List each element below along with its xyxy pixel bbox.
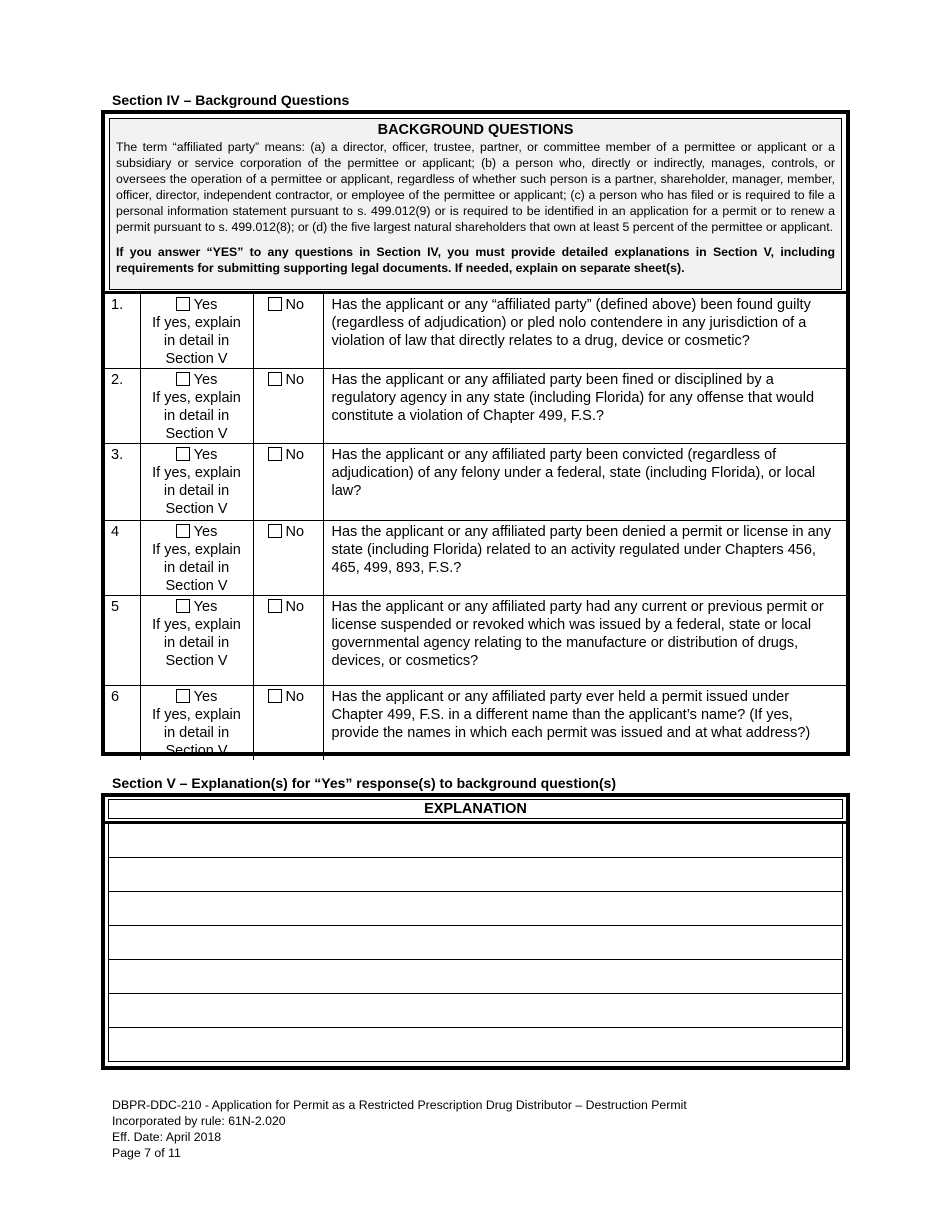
question-row-5 [105,596,846,686]
yes-cell [140,521,253,596]
page-number: Page 7 of 11 [112,1146,181,1160]
rule-reference: Incorporated by rule: 61N-2.020 [112,1114,286,1128]
no-cell [253,444,323,521]
yes-hint: If yes, explain [152,542,241,558]
background-questions-title: BACKGROUND QUESTIONS [377,122,574,138]
explanation-frame [101,793,850,1070]
effective-date: Eff. Date: April 2018 [112,1130,222,1144]
explanation-line-3[interactable] [108,892,843,926]
yes-label: Yes [193,689,218,705]
explanation-line-7[interactable] [108,1028,843,1062]
question-text: Has the applicant or any “affiliated party” (defined above) been found guilty (regardless of adjudication) or pled nolo contendere in any jurisdiction of a violation of law that directly relates to a drug, device or cosmetic? [323,294,846,369]
explanation-line-6[interactable] [108,994,843,1028]
yes-hint: If yes, explain [152,315,241,331]
no-cell [253,521,323,596]
page-footer [112,1097,687,1161]
no-cell [253,686,323,761]
yes-hint: in detail in [163,483,230,499]
yes-hint: If yes, explain [152,465,241,481]
yes-hint: in detail in [163,635,230,651]
no-label: No [285,447,305,463]
question-number: 6 [105,686,140,761]
question-number: 2. [105,369,140,444]
question-number: 5 [105,596,140,686]
no-checkbox[interactable] [268,524,282,538]
no-label: No [285,689,305,705]
yes-hint: in detail in [163,560,230,576]
yes-answer-instruction: If you answer “YES” to any questions in Section IV, you must provide detailed explanations in Section V, including requirements for submitting supporting legal documents. If needed, explain on separate sheet(s). [116,245,835,275]
question-row-2 [105,369,846,444]
background-questions-table [105,294,846,760]
no-cell [253,596,323,686]
explanation-lines [108,824,843,1062]
no-checkbox[interactable] [268,297,282,311]
yes-hint: in detail in [163,408,230,424]
form-title: DBPR-DDC-210 - Application for Permit as a Restricted Prescription Drug Distributor – Destruction Permit [112,1098,687,1112]
no-cell [253,369,323,444]
yes-hint: in detail in [163,333,230,349]
no-checkbox[interactable] [268,372,282,386]
yes-cell [140,596,253,686]
explanation-line-1[interactable] [108,824,843,858]
no-checkbox[interactable] [268,689,282,703]
no-label: No [285,599,305,615]
yes-hint: Section V [165,501,228,517]
yes-cell [140,686,253,761]
explanation-title: EXPLANATION [108,799,843,819]
yes-checkbox[interactable] [176,297,190,311]
background-questions-frame [101,110,850,759]
question-row-1 [105,294,846,369]
question-number: 4 [105,521,140,596]
no-checkbox[interactable] [268,599,282,613]
yes-label: Yes [193,372,218,388]
yes-checkbox[interactable] [176,447,190,461]
yes-checkbox[interactable] [176,372,190,386]
yes-cell [140,369,253,444]
yes-hint: Section V [165,426,228,442]
yes-label: Yes [193,297,218,313]
no-checkbox[interactable] [268,447,282,461]
no-cell [253,294,323,369]
explanation-line-5[interactable] [108,960,843,994]
yes-hint: Section V [165,653,228,669]
yes-label: Yes [193,447,218,463]
question-row-6 [105,686,846,761]
no-label: No [285,372,305,388]
yes-checkbox[interactable] [176,599,190,613]
explanation-line-4[interactable] [108,926,843,960]
yes-hint: Section V [165,351,228,367]
question-number: 1. [105,294,140,369]
yes-hint: If yes, explain [152,617,241,633]
explanation-line-2[interactable] [108,858,843,892]
section-iv-heading: Section IV – Background Questions [112,92,350,108]
yes-cell [140,444,253,521]
yes-hint: If yes, explain [152,707,241,723]
question-text: Has the applicant or any affiliated party been fined or disciplined by a regulatory agency in any state (including Florida) for any offense that would constitute a violation of Chapter 499, F.S.? [323,369,846,444]
section-v-heading: Section V – Explanation(s) for “Yes” response(s) to background question(s) [112,775,617,791]
question-row-4 [105,521,846,596]
yes-checkbox[interactable] [176,689,190,703]
question-row-3 [105,444,846,521]
yes-label: Yes [193,524,218,540]
yes-hint: Section V [165,743,228,759]
question-number: 3. [105,444,140,521]
question-text: Has the applicant or any affiliated party had any current or previous permit or license suspended or revoked which was issued by a federal, state or local governmental agency relating to the manufacture or distribution of drugs, devices, or cosmetics? [323,596,846,686]
yes-label: Yes [193,599,218,615]
question-text: Has the applicant or any affiliated party ever held a permit issued under Chapter 499, F.S. in a different name than the applicant’s name? (If yes, provide the names in which each permit was issued and at what address?) [323,686,846,761]
no-label: No [285,297,305,313]
background-intro-box [109,118,842,290]
yes-hint: in detail in [163,725,230,741]
yes-hint: If yes, explain [152,390,241,406]
affiliated-party-definition: The term “affiliated party” means: (a) a director, officer, trustee, partner, or committee member of a permittee or applicant or a subsidiary or service corporation of the permittee or applicant; (b) a person who, directly or indirectly, manages, controls, or oversees the operation of a permittee or applicant, regardless of whether such person is a partner, shareholder, manager, member, officer, director, independent contractor, or employee of the permittee or applicant; (c) a person who has filed or is required to file a personal information statement pursuant to s. 499.012(9) or is required to be identified in an application for a permit or to renew a permit pursuant to s. 499.012(8); or (d) the five largest natural shareholders that own at least 5 percent of the permittee or applicant. [116,140,835,234]
yes-hint: Section V [165,578,228,594]
no-label: No [285,524,305,540]
question-text: Has the applicant or any affiliated party been denied a permit or license in any state (including Florida) related to an activity regulated under Chapters 456, 465, 499, 893, F.S.? [323,521,846,596]
question-text: Has the applicant or any affiliated party been convicted (regardless of adjudication) of any felony under a federal, state (including Florida), or local law? [323,444,846,521]
yes-checkbox[interactable] [176,524,190,538]
yes-cell [140,294,253,369]
